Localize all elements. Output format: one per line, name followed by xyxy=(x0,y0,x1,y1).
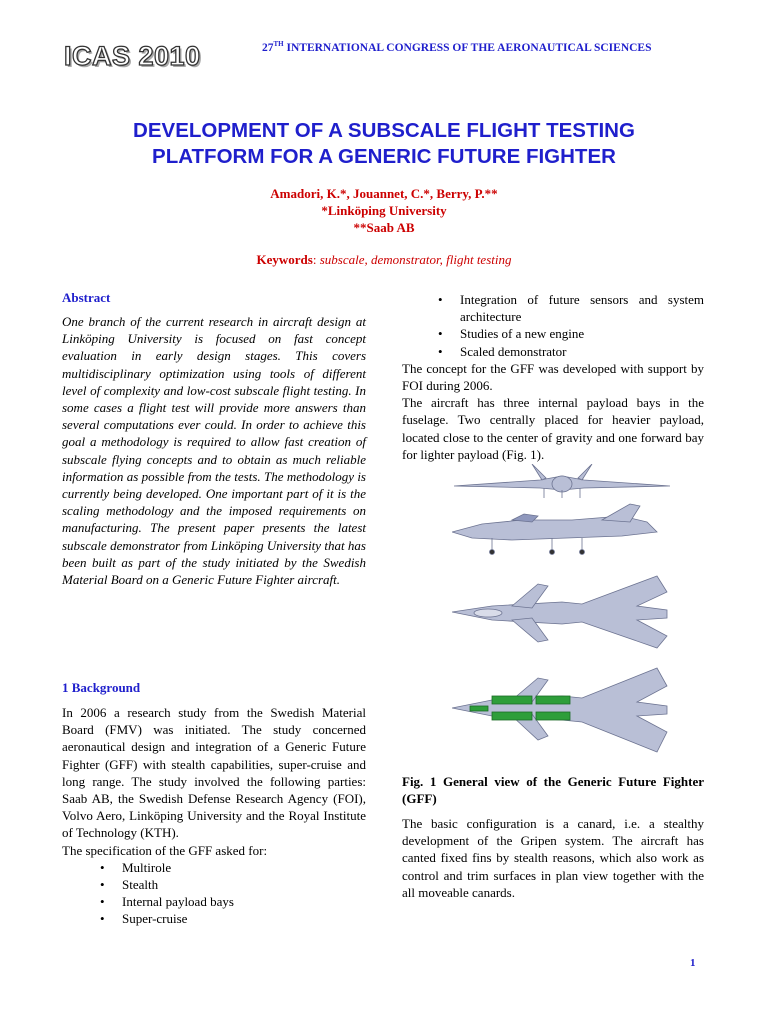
spec-list xyxy=(62,859,366,928)
list-item: • Super-cruise xyxy=(62,910,366,927)
title-line-2: PLATFORM FOR A GENERIC FUTURE FIGHTER xyxy=(152,145,616,168)
aircraft-side-view xyxy=(452,504,657,555)
congress-header xyxy=(262,40,707,54)
list-item: • Integration of future sensors and system architecture xyxy=(402,291,704,325)
paragraph-configuration: The basic configuration is a canard, i.e. a stealthy development of the Gripen system. The aircraft has canted fixed fins by stealth reasons, which also work as control and trim surfaces in plan view together with the all moveable canards. xyxy=(402,816,704,900)
aircraft-plan-view-bottom xyxy=(452,668,667,752)
page-number: 1 xyxy=(690,957,696,969)
paragraph-foi: The concept for the GFF was developed with support by FOI during 2006. xyxy=(402,360,704,394)
figure-caption: Fig. 1 General view of the Generic Future Fighter (GFF) xyxy=(402,774,704,807)
background-section xyxy=(62,704,366,928)
congress-name: INTERNATIONAL CONGRESS OF THE AERONAUTICAL SCIENCES xyxy=(286,41,652,54)
icas-logo: ICAS 2010 xyxy=(64,41,201,71)
paper-title xyxy=(60,118,708,170)
list-item: • Stealth xyxy=(62,876,366,893)
keywords-label: Keywords xyxy=(256,252,313,267)
keywords-values: subscale, demonstrator, flight testing xyxy=(319,252,512,267)
congress-ordinal: 27 xyxy=(262,41,274,54)
list-item: • Internal payload bays xyxy=(62,893,366,910)
list-item: • Multirole xyxy=(62,859,366,876)
affiliation-1: *Linköping University xyxy=(321,203,447,218)
keywords-colon: : xyxy=(312,252,317,267)
background-heading: 1 Background xyxy=(62,680,141,695)
keywords-line xyxy=(60,252,708,268)
gff-figure xyxy=(452,464,672,758)
spec-list-continued xyxy=(402,291,704,360)
affiliation-2: **Saab AB xyxy=(353,220,415,235)
paragraph-payload: The aircraft has three internal payload bays in the fuselage. Two centrally placed for heavier payload, located close to the center of gravity and one forward bay for lighter payload (Fig. 1). xyxy=(402,395,704,462)
abstract-text: One branch of the current research in aircraft design at Linköping University is focused on fast concept evaluation in early design stages. This covers multidisciplinary optimization using tools of different level of complexity and low-cost subscale flight testing. In some cases a flight test will provide more answers than several computations ever could. In order to achieve this goal a methodology is required to allow fast creation of subscale flying concepts and to obtain as much reliable information as possible from the tests. The methodology is currently being developed. One important part of it is the scaling methodology and the imposed requirements on manufacturing. The present paper presents the latest subscale demonstrator from Linköping University that has been built as part of the study initiated by the Swedish Material Board on a Generic Future Fighter aircraft. xyxy=(62,314,366,588)
author-names: Amadori, K.*, Jouannet, C.*, Berry, P.** xyxy=(270,186,498,201)
aircraft-plan-view-top xyxy=(452,576,667,648)
spec-intro: The specification of the GFF asked for: xyxy=(62,842,268,858)
congress-sup: TH xyxy=(273,40,284,48)
authors-block xyxy=(60,185,708,236)
abstract-heading: Abstract xyxy=(62,290,111,305)
list-item: • Studies of a new engine xyxy=(402,325,704,342)
aircraft-front-view xyxy=(454,464,670,498)
list-item: • Scaled demonstrator xyxy=(402,343,704,360)
background-paragraph: In 2006 a research study from the Swedish Material Board (FMV) was initiated. The study concerned aeronautical design and integration of a Generic Future Fighter (GFF) with stealth capabilities, super-cruise and long range. The study involved the following parties: Saab AB, the Swedish Defense Research Agency (FOI), Volvo Aero, Linköping University and the Royal Institute of Technology (KTH). xyxy=(62,705,366,841)
title-line-1: DEVELOPMENT OF A SUBSCALE FLIGHT TESTING xyxy=(133,119,635,142)
right-column-top xyxy=(402,291,704,463)
